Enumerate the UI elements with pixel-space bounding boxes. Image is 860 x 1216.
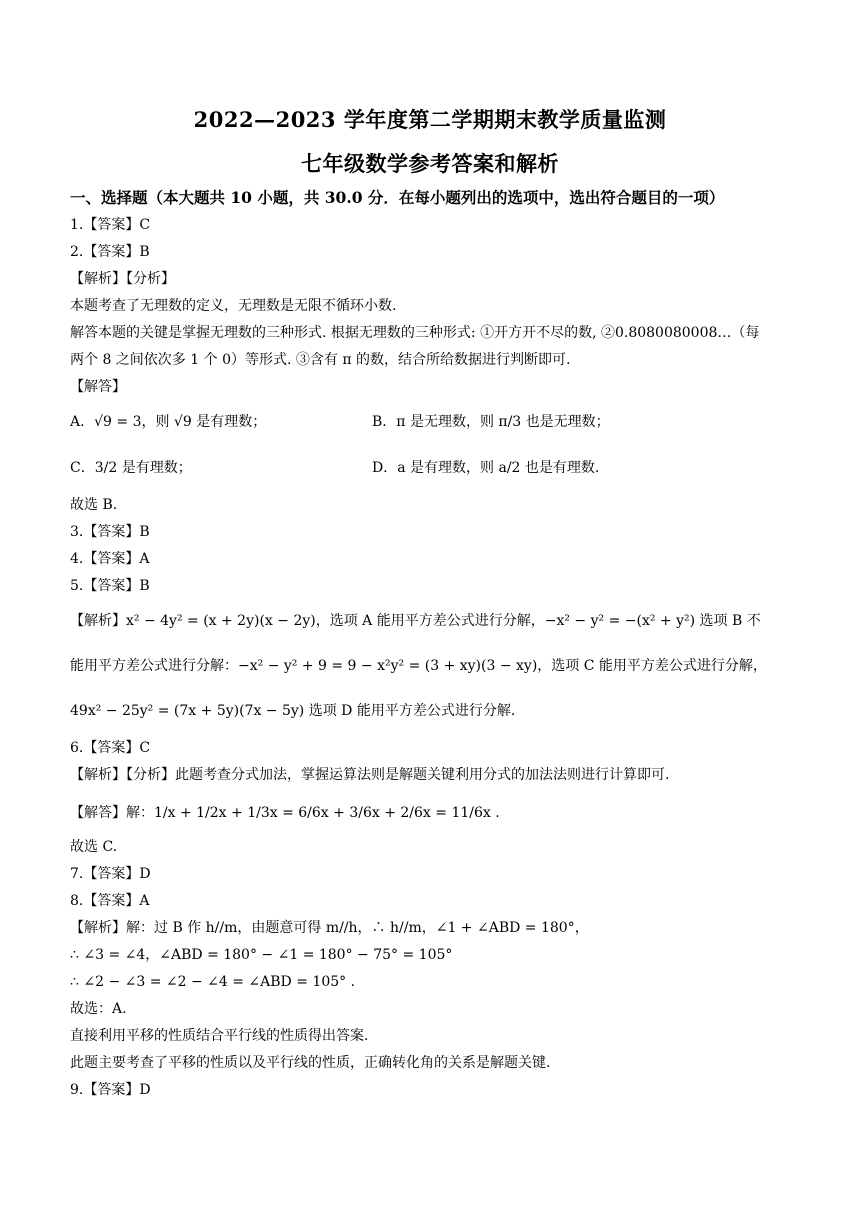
- analysis-text: 直接利用平移的性质结合平行线的性质得出答案.: [70, 1028, 369, 1044]
- analysis-text: 【解析】x² − 4y² = (x + 2y)(x − 2y)，选项 A 能用平方差公式进行分解，−x² − y² = −(x² + y²) 选项 B 不: [70, 613, 761, 629]
- section-heading: 一、选择题（本大题共 10 小题，共 30.0 分．在每小题列出的选项中，选出符合题目的一项）: [70, 188, 725, 207]
- answer-q4: 4.【答案】A: [70, 551, 150, 567]
- option-a: A．√9 = 3，则 √9 是有理数；: [70, 414, 267, 430]
- answer-q8: 8.【答案】A: [70, 893, 150, 909]
- solution-tag: 【解答】: [70, 379, 126, 395]
- solution-text: 【解答】解：1/x + 1/2x + 1/3x = 6/6x + 3/6x + 2/6x = 11/6x .: [70, 805, 500, 821]
- analysis-text: 【解析】【分析】此题考查分式加法，掌握运算法则是解题关键利用分式的加法法则进行计算即可.: [70, 767, 670, 783]
- analysis-text: 49x² − 25y² = (7x + 5y)(7x − 5y) 选项 D 能用平方差公式进行分解.: [70, 703, 516, 719]
- analysis-text: 解答本题的关键是掌握无理数的三种形式. 根据无理数的三种形式: ①开方开不尽的数, ②0.8080080008…（每: [70, 325, 760, 341]
- analysis-text: ∴ ∠2 − ∠3 = ∠2 − ∠4 = ∠ABD = 105° .: [70, 974, 356, 990]
- option-c: C．3/2 是有理数；: [70, 460, 192, 476]
- page-subtitle: 七年级数学参考答案和解析: [301, 151, 559, 176]
- answer-q3: 3.【答案】B: [70, 524, 150, 540]
- page-title: 2022—2023 学年度第二学期期末教学质量监测: [193, 107, 667, 132]
- answer-q6: 6.【答案】C: [70, 740, 151, 756]
- answer-q9: 9.【答案】D: [70, 1082, 151, 1098]
- answer-q1: 1.【答案】C: [70, 217, 151, 233]
- option-d: D．a 是有理数，则 a/2 也是有理数.: [372, 460, 600, 476]
- analysis-text: 两个 8 之间依次多 1 个 0）等形式. ③含有 π 的数，结合所给数据进行判断即可.: [70, 352, 571, 368]
- analysis-tag: 【解析】【分析】: [70, 271, 175, 287]
- analysis-text: 能用平方差公式进行分解：−x² − y² + 9 = 9 − x²y² = (3 + xy)(3 − xy)，选项 C 能用平方差公式进行分解，: [70, 658, 767, 674]
- analysis-text: 本题考查了无理数的定义，无理数是无限不循环小数.: [70, 298, 397, 314]
- answer-q2: 2.【答案】B: [70, 244, 150, 260]
- conclusion: 故选 B.: [70, 497, 118, 513]
- analysis-text: 此题主要考查了平移的性质以及平行线的性质，正确转化角的关系是解题关键.: [70, 1055, 551, 1071]
- answer-q7: 7.【答案】D: [70, 866, 151, 882]
- conclusion: 故选：A.: [70, 1001, 127, 1017]
- conclusion: 故选 C.: [70, 839, 118, 855]
- answer-q5: 5.【答案】B: [70, 578, 150, 594]
- option-b: B．π 是无理数，则 π/3 也是无理数；: [372, 414, 610, 430]
- analysis-text: 【解析】解：过 B 作 h//m，由题意可得 m//h，∴ h//m，∠1 + ∠ABD = 180°，: [70, 920, 589, 936]
- analysis-text: ∴ ∠3 = ∠4，∠ABD = 180° − ∠1 = 180° − 75° = 105°: [70, 947, 453, 963]
